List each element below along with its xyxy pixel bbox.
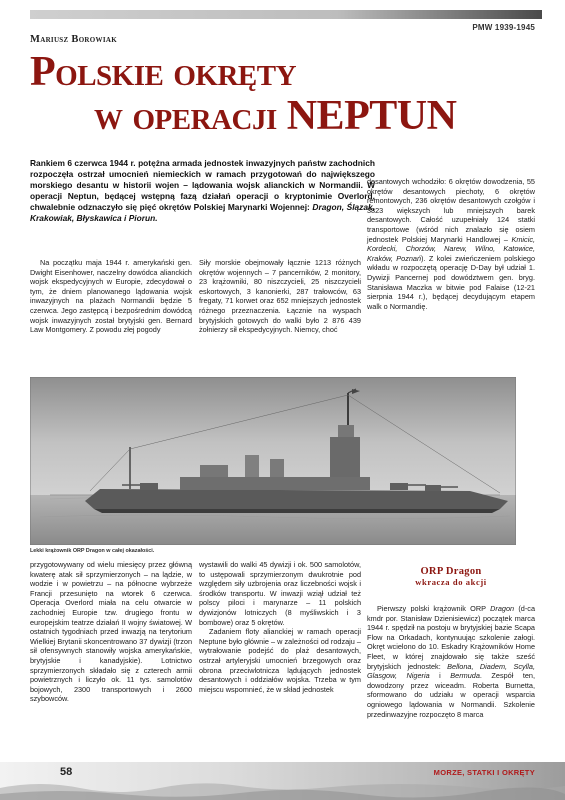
paragraph <box>367 177 535 311</box>
title-line-1: Polskie okręty <box>30 49 297 95</box>
text-run: desantowych wchodziło: 6 okrętów dowodzenia, 55 okrętów desantowych piechoty, 6 okrętów remontowych, 236 okrętów desantowych czołgów i 3823 większych lub mniejszych barek desantowych. Całość uzupełniały 124 statki transportowe (wśród nich znalazło się osiem jednostek Polskiej Marynarki Handlowej – <box>367 177 535 244</box>
paragraph: Siły morskie obejmowały łącznie 1213 różnych okrętów wojennych – 7 pancerników, 2 monitory, 23 krążowniki, 80 niszczycieli, 25 niszczycieli eskortowych, 3 kanonierki, 287 trałowców, 63 fregaty, 71 korwet oraz 652 mniejszych jednostek różnego przeznaczenia. Łącznie na wyspach brytyjskich gotowych do walki było 2 876 439 żołnierzy sił ekspedycyjnych. Niemcy, choć <box>199 258 361 335</box>
ship-names: Bellona, Diadem, Scylla, Glasgow, Nigeria <box>367 661 535 681</box>
column-1-top <box>30 258 192 335</box>
header-bar <box>30 10 542 19</box>
column-3-top <box>367 177 535 311</box>
text-run: . Zespół ten, dowodzony przez wiceadm. Roberta Burnetta, sformowano do udziału w operacji wsparcia ogniowego lądowania w Normandii. Szkolenie przedinwazyjne rozpoczęto 8 marca <box>367 671 536 719</box>
section-heading <box>367 566 535 588</box>
paragraph: Zadaniem floty alianckiej w ramach operacji Neptune było głównie – w zależności od rodzaju – wytrałowanie podejść do plaż desantowych, ostrzał artyleryjski umocnień brzegowych oraz obrona przeciwlotnicza lądujących jednostek desantowych i oddziałów wojska. Trzeba w tym miejscu wspomnieć, że w skład jednostek <box>199 627 361 694</box>
ship-name: Dragon <box>490 604 515 613</box>
photo-caption: Lekki krążownik ORP Dragon w całej okazałości. <box>30 548 155 554</box>
paragraph: wystawili do walki 45 dywizji i ok. 500 samolotów, to ustępowali sprzymierzonym dwukrotnie pod względem siły uzbrojenia oraz liczebności wojsk i środków transportu. W inwazji wziął udział też polscy piloci i marynarze – 11 polskich dywizjonów lotniczych (8 myśliwskich i 3 bombowe) oraz 5 okrętów. <box>199 560 361 627</box>
article-author: Mariusz Borowiak <box>30 34 117 45</box>
text-run: (d-ca kmdr por. Stanisław Dzienisiewicz) początek marca 1944 r. spędził na postoju w brytyjskiej bazie Scapa Flow na Orkadach, kontynuując szkolenie załogi. Okręt wcielono do 10. Eskadry Krążowników Home Fleet, w której znajdowało się także sześć brytyjskich jednostek: <box>367 604 535 671</box>
column-3-bottom <box>367 604 535 719</box>
section-subtitle: wkracza do akcji <box>415 577 487 587</box>
column-1-bottom <box>30 560 192 704</box>
paragraph: Na początku maja 1944 r. amerykański gen. Dwight Eisenhower, naczelny dowódca alianckich wojsk ekspedycyjnych w Europie, zdecydował o tym, że dniem planowanego lądowania wojsk inwazyjnych na plażach Normandii będzie 5 czerwca. Jego zastępcą i bezpośrednim dowódcą wojsk inwazyjnych został brytyjski gen. Bernard Law Montgomery. Z powodu złej pogody <box>30 258 192 335</box>
article-title <box>30 50 530 138</box>
running-head: PMW 1939-1945 <box>472 23 535 32</box>
article-lead <box>30 158 375 224</box>
magazine-name: MORZE, STATKI I OKRĘTY <box>433 768 535 777</box>
page-number: 58 <box>60 766 73 778</box>
title-line-2: w operacji NEPTUN <box>94 93 457 139</box>
section-title: ORP Dragon <box>420 566 482 577</box>
paragraph: przygotowywany od wielu miesięcy przez główną kwaterę atak sił sprzymierzonych – na lądzie, w wodzie i w powietrzu – na północne wybrzeże Francji przesunięto na wtorek 6 czerwca. Operacja Overlord miała na celu otwarcie w zachodniej Europie tzw. drugiego frontu w europejskim teatrze działań II wojny światowej. W ostatnich tygodniach przed inwazją na terytorium Wielkiej Brytanii skoncentrowano 37 dywizji (trzon sił ofensywnych stanowiły wojska amerykańskie, brytyjskie i kanadyjskie). Lotnictwo sprzymierzonych składało się z czterech armii powietrznych i liczyło ok. 11 tys. samolotów bojowych, 2300 transportowych i 2600 szybowców. <box>30 560 192 704</box>
lead-ships: Dragon, Ślązak, Krakowiak, Błyskawica i Piorun. <box>30 202 376 223</box>
text-run: Pierwszy polski krążownik ORP <box>377 604 486 613</box>
paragraph <box>367 604 535 719</box>
text-run: i <box>439 671 441 681</box>
text-run: ). Z kolei zwieńczeniem polskiego wkładu w rozpoczętą operację D-Day był udział 1. Dywizji Pancernej pod dowództwem gen. bryg. Stanisława Maczka w bitwie pod Falaise (12-21 sierpnia 1944 r.), będącej decydującym etapem walk o Normandię. <box>367 253 535 311</box>
cruiser-dragon-image <box>30 377 516 545</box>
ship-names: Kmicic, Kordecki, Chorzów, Narew, Wilno, Katowice, Kraków, Poznań <box>367 234 535 263</box>
column-2-top <box>199 258 361 335</box>
ship-name: Bermuda <box>450 671 480 681</box>
lead-text: Rankiem 6 czerwca 1944 r. potężna armada jednostek inwazyjnych państw zachodnich rozpoczęła ostrzał umocnień niemieckich w ramach przygotowań do największego morskiego desantu w historii wojen – lądowania wojsk alianckich w Normandii. W operacji Neptun, będącej wstępną fazą działań operacji o kryptonimie Overlord, chwalebnie odznaczyło się pięć okrętów Polskiej Marynarki Wojennej: <box>30 158 375 212</box>
ship-photo <box>30 377 516 545</box>
column-2-bottom <box>199 560 361 694</box>
